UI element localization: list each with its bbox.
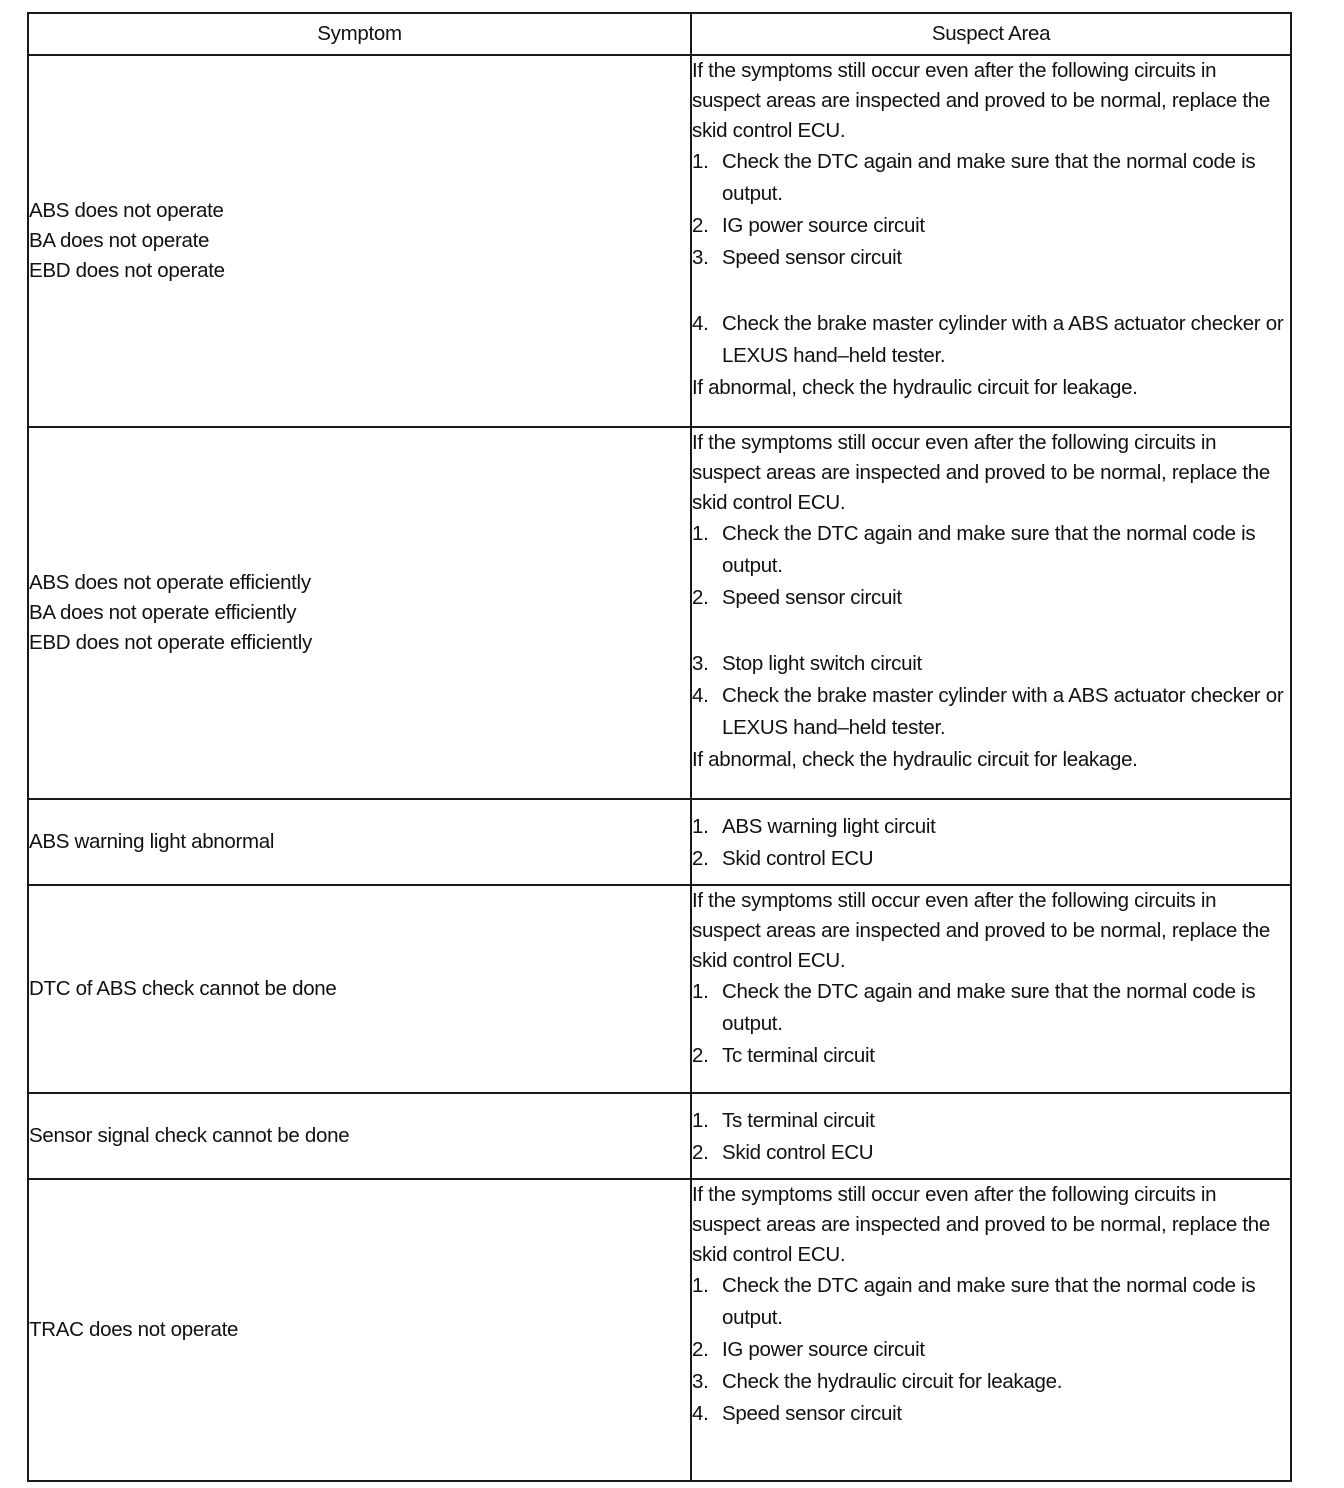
suspect-note: If abnormal, check the hydraulic circuit for leakage. — [692, 376, 1138, 399]
step-number: 2. — [692, 1044, 709, 1067]
symptom-text: ABS does not operate efficiently — [29, 571, 311, 594]
step-text: Check the brake master cylinder with a ABS actuator checker or LEXUS hand–held tester. — [722, 312, 1284, 367]
step-number: 2. — [692, 214, 709, 237]
symptom-text: ABS does not operate — [29, 199, 224, 222]
symptom-text: Sensor signal check cannot be done — [29, 1124, 350, 1147]
suspect-step — [692, 843, 1290, 875]
symptom-text: BA does not operate efficiently — [29, 601, 297, 624]
symptom-text: EBD does not operate efficiently — [29, 631, 312, 654]
suspect-step — [692, 976, 1290, 1040]
table-row — [28, 1179, 1291, 1481]
step-text: Speed sensor circuit — [722, 1402, 902, 1425]
step-text: Check the DTC again and make sure that the normal code is output. — [722, 980, 1256, 1035]
step-text: Speed sensor circuit — [722, 586, 902, 609]
suspect-step — [692, 518, 1290, 582]
step-text: Ts terminal circuit — [722, 1109, 875, 1132]
suspect-step — [692, 1366, 1290, 1398]
step-number: 3. — [692, 652, 709, 675]
step-text: Speed sensor circuit — [722, 246, 902, 269]
step-text: Check the DTC again and make sure that the normal code is output. — [722, 150, 1256, 205]
symptom-cell — [28, 1093, 691, 1179]
symptom-text: EBD does not operate — [29, 259, 225, 282]
step-text: Stop light switch circuit — [722, 652, 922, 675]
step-number: 1. — [692, 522, 709, 545]
suspect-step — [692, 210, 1290, 242]
suspect-area-cell — [691, 885, 1291, 1093]
symptom-text: BA does not operate — [29, 229, 210, 252]
suspect-step — [692, 811, 1290, 843]
symptom-cell — [28, 55, 691, 427]
suspect-area-cell — [691, 799, 1291, 885]
suspect-area-cell — [691, 55, 1291, 427]
symptom-cell — [28, 427, 691, 799]
step-number: 1. — [692, 150, 709, 173]
step-number: 1. — [692, 1274, 709, 1297]
step-text: Tc terminal circuit — [722, 1044, 875, 1067]
step-text: Skid control ECU — [722, 1141, 874, 1164]
header-row — [28, 13, 1291, 55]
symptom-text: TRAC does not operate — [29, 1318, 239, 1341]
suspect-step — [692, 648, 1290, 680]
suspect-area-cell — [691, 427, 1291, 799]
step-number: 1. — [692, 815, 709, 838]
suspect-note: If abnormal, check the hydraulic circuit for leakage. — [692, 748, 1138, 771]
step-text: ABS warning light circuit — [722, 815, 936, 838]
step-number: 1. — [692, 980, 709, 1003]
step-number: 1. — [692, 1109, 709, 1132]
suspect-step — [692, 582, 1290, 614]
suspect-intro: If the symptoms still occur even after the following circuits in suspect areas are inspected and proved to be normal, replace the skid control ECU. — [692, 889, 1270, 972]
suspect-area-cell — [691, 1093, 1291, 1179]
step-text: IG power source circuit — [722, 214, 925, 237]
step-text: IG power source circuit — [722, 1338, 925, 1361]
step-number: 3. — [692, 1370, 709, 1393]
step-number: 4. — [692, 312, 709, 335]
step-text: Check the brake master cylinder with a ABS actuator checker or LEXUS hand–held tester. — [722, 684, 1284, 739]
step-text: Skid control ECU — [722, 847, 874, 870]
suspect-step — [692, 680, 1290, 744]
symptom-text: ABS warning light abnormal — [29, 830, 275, 853]
troubleshooting-table — [27, 12, 1292, 1482]
table-row — [28, 885, 1291, 1093]
symptom-cell — [28, 885, 691, 1093]
table-row — [28, 799, 1291, 885]
suspect-intro: If the symptoms still occur even after the following circuits in suspect areas are inspected and proved to be normal, replace the skid control ECU. — [692, 59, 1270, 142]
suspect-step — [692, 1040, 1290, 1072]
suspect-intro: If the symptoms still occur even after the following circuits in suspect areas are inspected and proved to be normal, replace the skid control ECU. — [692, 431, 1270, 514]
suspect-step — [692, 146, 1290, 210]
step-number: 2. — [692, 586, 709, 609]
suspect-intro: If the symptoms still occur even after the following circuits in suspect areas are inspected and proved to be normal, replace the skid control ECU. — [692, 1183, 1270, 1266]
suspect-step — [692, 1270, 1290, 1334]
symptom-header: Symptom — [28, 13, 691, 55]
suspect-step — [692, 1398, 1290, 1430]
step-number: 4. — [692, 684, 709, 707]
step-text: Check the DTC again and make sure that the normal code is output. — [722, 522, 1256, 577]
symptom-text: DTC of ABS check cannot be done — [29, 977, 337, 1000]
step-text: Check the DTC again and make sure that the normal code is output. — [722, 1274, 1256, 1329]
symptom-cell — [28, 1179, 691, 1481]
symptom-cell — [28, 799, 691, 885]
step-number: 4. — [692, 1402, 709, 1425]
step-number: 2. — [692, 1338, 709, 1361]
suspect-step — [692, 242, 1290, 274]
table-row — [28, 55, 1291, 427]
suspect-area-cell — [691, 1179, 1291, 1481]
suspect-step — [692, 308, 1290, 372]
table-row — [28, 1093, 1291, 1179]
suspect-step — [692, 1334, 1290, 1366]
suspect-step — [692, 1105, 1290, 1137]
table-row — [28, 427, 1291, 799]
suspect-step — [692, 1137, 1290, 1169]
suspect-area-header: Suspect Area — [691, 13, 1291, 55]
step-text: Check the hydraulic circuit for leakage. — [722, 1370, 1063, 1393]
step-number: 3. — [692, 246, 709, 269]
step-number: 2. — [692, 1141, 709, 1164]
step-number: 2. — [692, 847, 709, 870]
